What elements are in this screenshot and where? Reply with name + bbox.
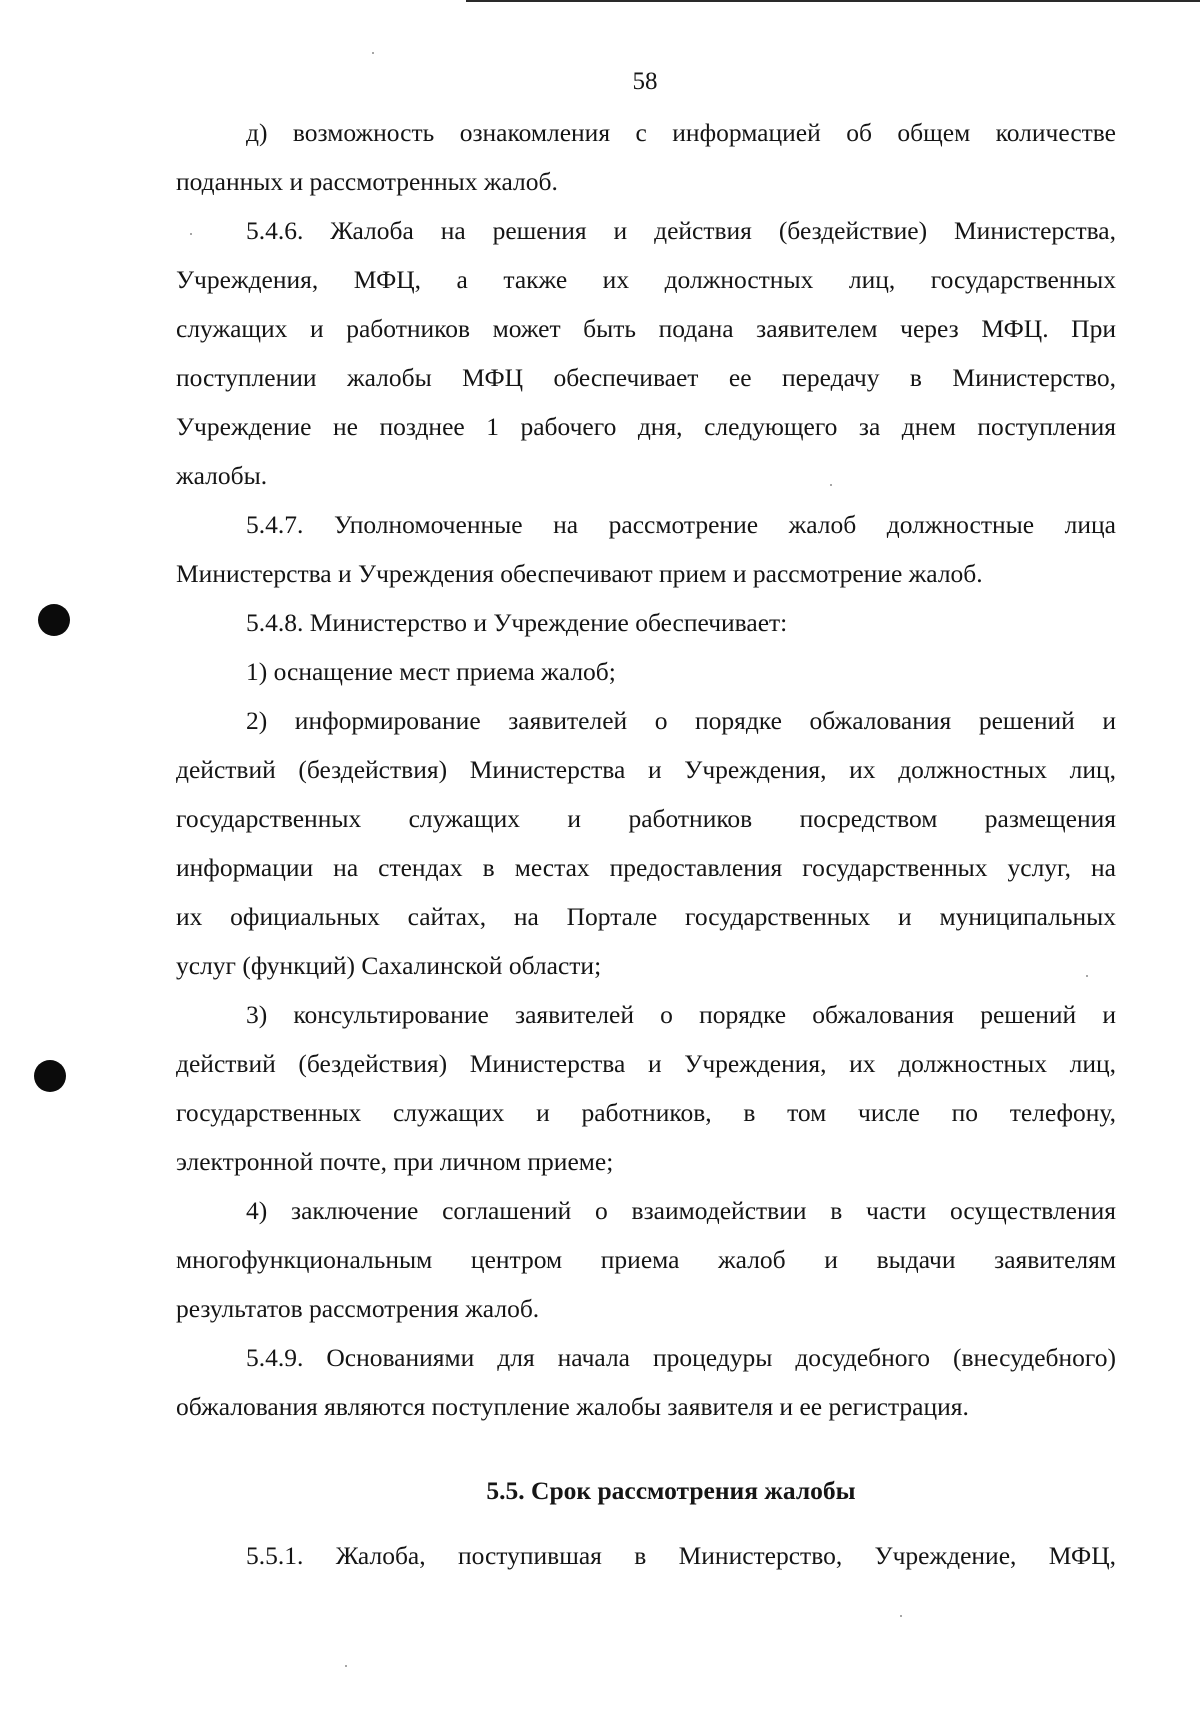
text-line: результатов рассмотрения жалоб. <box>176 1294 540 1323</box>
text-line: многофункциональным центром приема жалоб и выдачи заявителям <box>176 1245 1116 1274</box>
text-line: 5.4.6. Жалоба на решения и действия (бездействие) Министерства, <box>246 216 1116 245</box>
body-text-continued <box>176 1531 1116 1580</box>
text-line: государственных служащих и работников посредством размещения <box>176 804 1116 833</box>
scan-speck <box>372 52 374 54</box>
text-line: 5.4.8. Министерство и Учреждение обеспечивает: <box>246 608 788 637</box>
text-line: 4) заключение соглашений о взаимодействии в части осуществления <box>246 1196 1116 1225</box>
text-line: электронной почте, при личном приеме; <box>176 1147 614 1176</box>
text-line: поданных и рассмотренных жалоб. <box>176 167 558 196</box>
text-line: услуг (функций) Сахалинской области; <box>176 951 602 980</box>
text-line: Министерства и Учреждения обеспечивают прием и рассмотрение жалоб. <box>176 559 983 588</box>
top-border-line <box>466 0 1200 2</box>
text-line: 5.4.7. Уполномоченные на рассмотрение жалоб должностные лица <box>246 510 1116 539</box>
section-heading-block <box>176 1466 1116 1515</box>
text-line: информации на стендах в местах предоставления государственных услуг, на <box>176 853 1116 882</box>
text-line: жалобы. <box>176 461 268 490</box>
text-line: Учреждение не позднее 1 рабочего дня, следующего за днем поступления <box>176 412 1116 441</box>
scan-speck <box>900 1615 902 1617</box>
text-line: 5.4.9. Основаниями для начала процедуры досудебного (внесудебного) <box>246 1343 1116 1372</box>
body-text <box>176 108 1116 1431</box>
text-line: действий (бездействия) Министерства и Учреждения, их должностных лиц, <box>176 1049 1116 1078</box>
text-line: Учреждения, МФЦ, а также их должностных лиц, государственных <box>176 265 1116 294</box>
punch-hole-lower <box>34 1060 66 1092</box>
text-line: обжалования являются поступление жалобы заявителя и ее регистрация. <box>176 1392 969 1421</box>
text-line: 3) консультирование заявителей о порядке обжалования решений и <box>246 1000 1116 1029</box>
text-line: служащих и работников может быть подана заявителем через МФЦ. При <box>176 314 1116 343</box>
text-line: 5.5.1. Жалоба, поступившая в Министерство, Учреждение, МФЦ, <box>246 1541 1116 1570</box>
text-line: государственных служащих и работников, в том числе по телефону, <box>176 1098 1116 1127</box>
text-line: 2) информирование заявителей о порядке обжалования решений и <box>246 706 1116 735</box>
text-line: поступлении жалобы МФЦ обеспечивает ее передачу в Министерство, <box>176 363 1116 392</box>
section-heading: 5.5. Срок рассмотрения жалобы <box>486 1476 856 1505</box>
text-line: их официальных сайтах, на Портале государственных и муниципальных <box>176 902 1116 931</box>
scan-speck <box>345 1665 347 1667</box>
text-line: действий (бездействия) Министерства и Учреждения, их должностных лиц, <box>176 755 1116 784</box>
punch-hole-upper <box>38 604 70 636</box>
text-line: 1) оснащение мест приема жалоб; <box>246 657 616 686</box>
page-number: 58 <box>632 68 658 95</box>
text-line: д) возможность ознакомления с информацией об общем количестве <box>246 118 1116 147</box>
